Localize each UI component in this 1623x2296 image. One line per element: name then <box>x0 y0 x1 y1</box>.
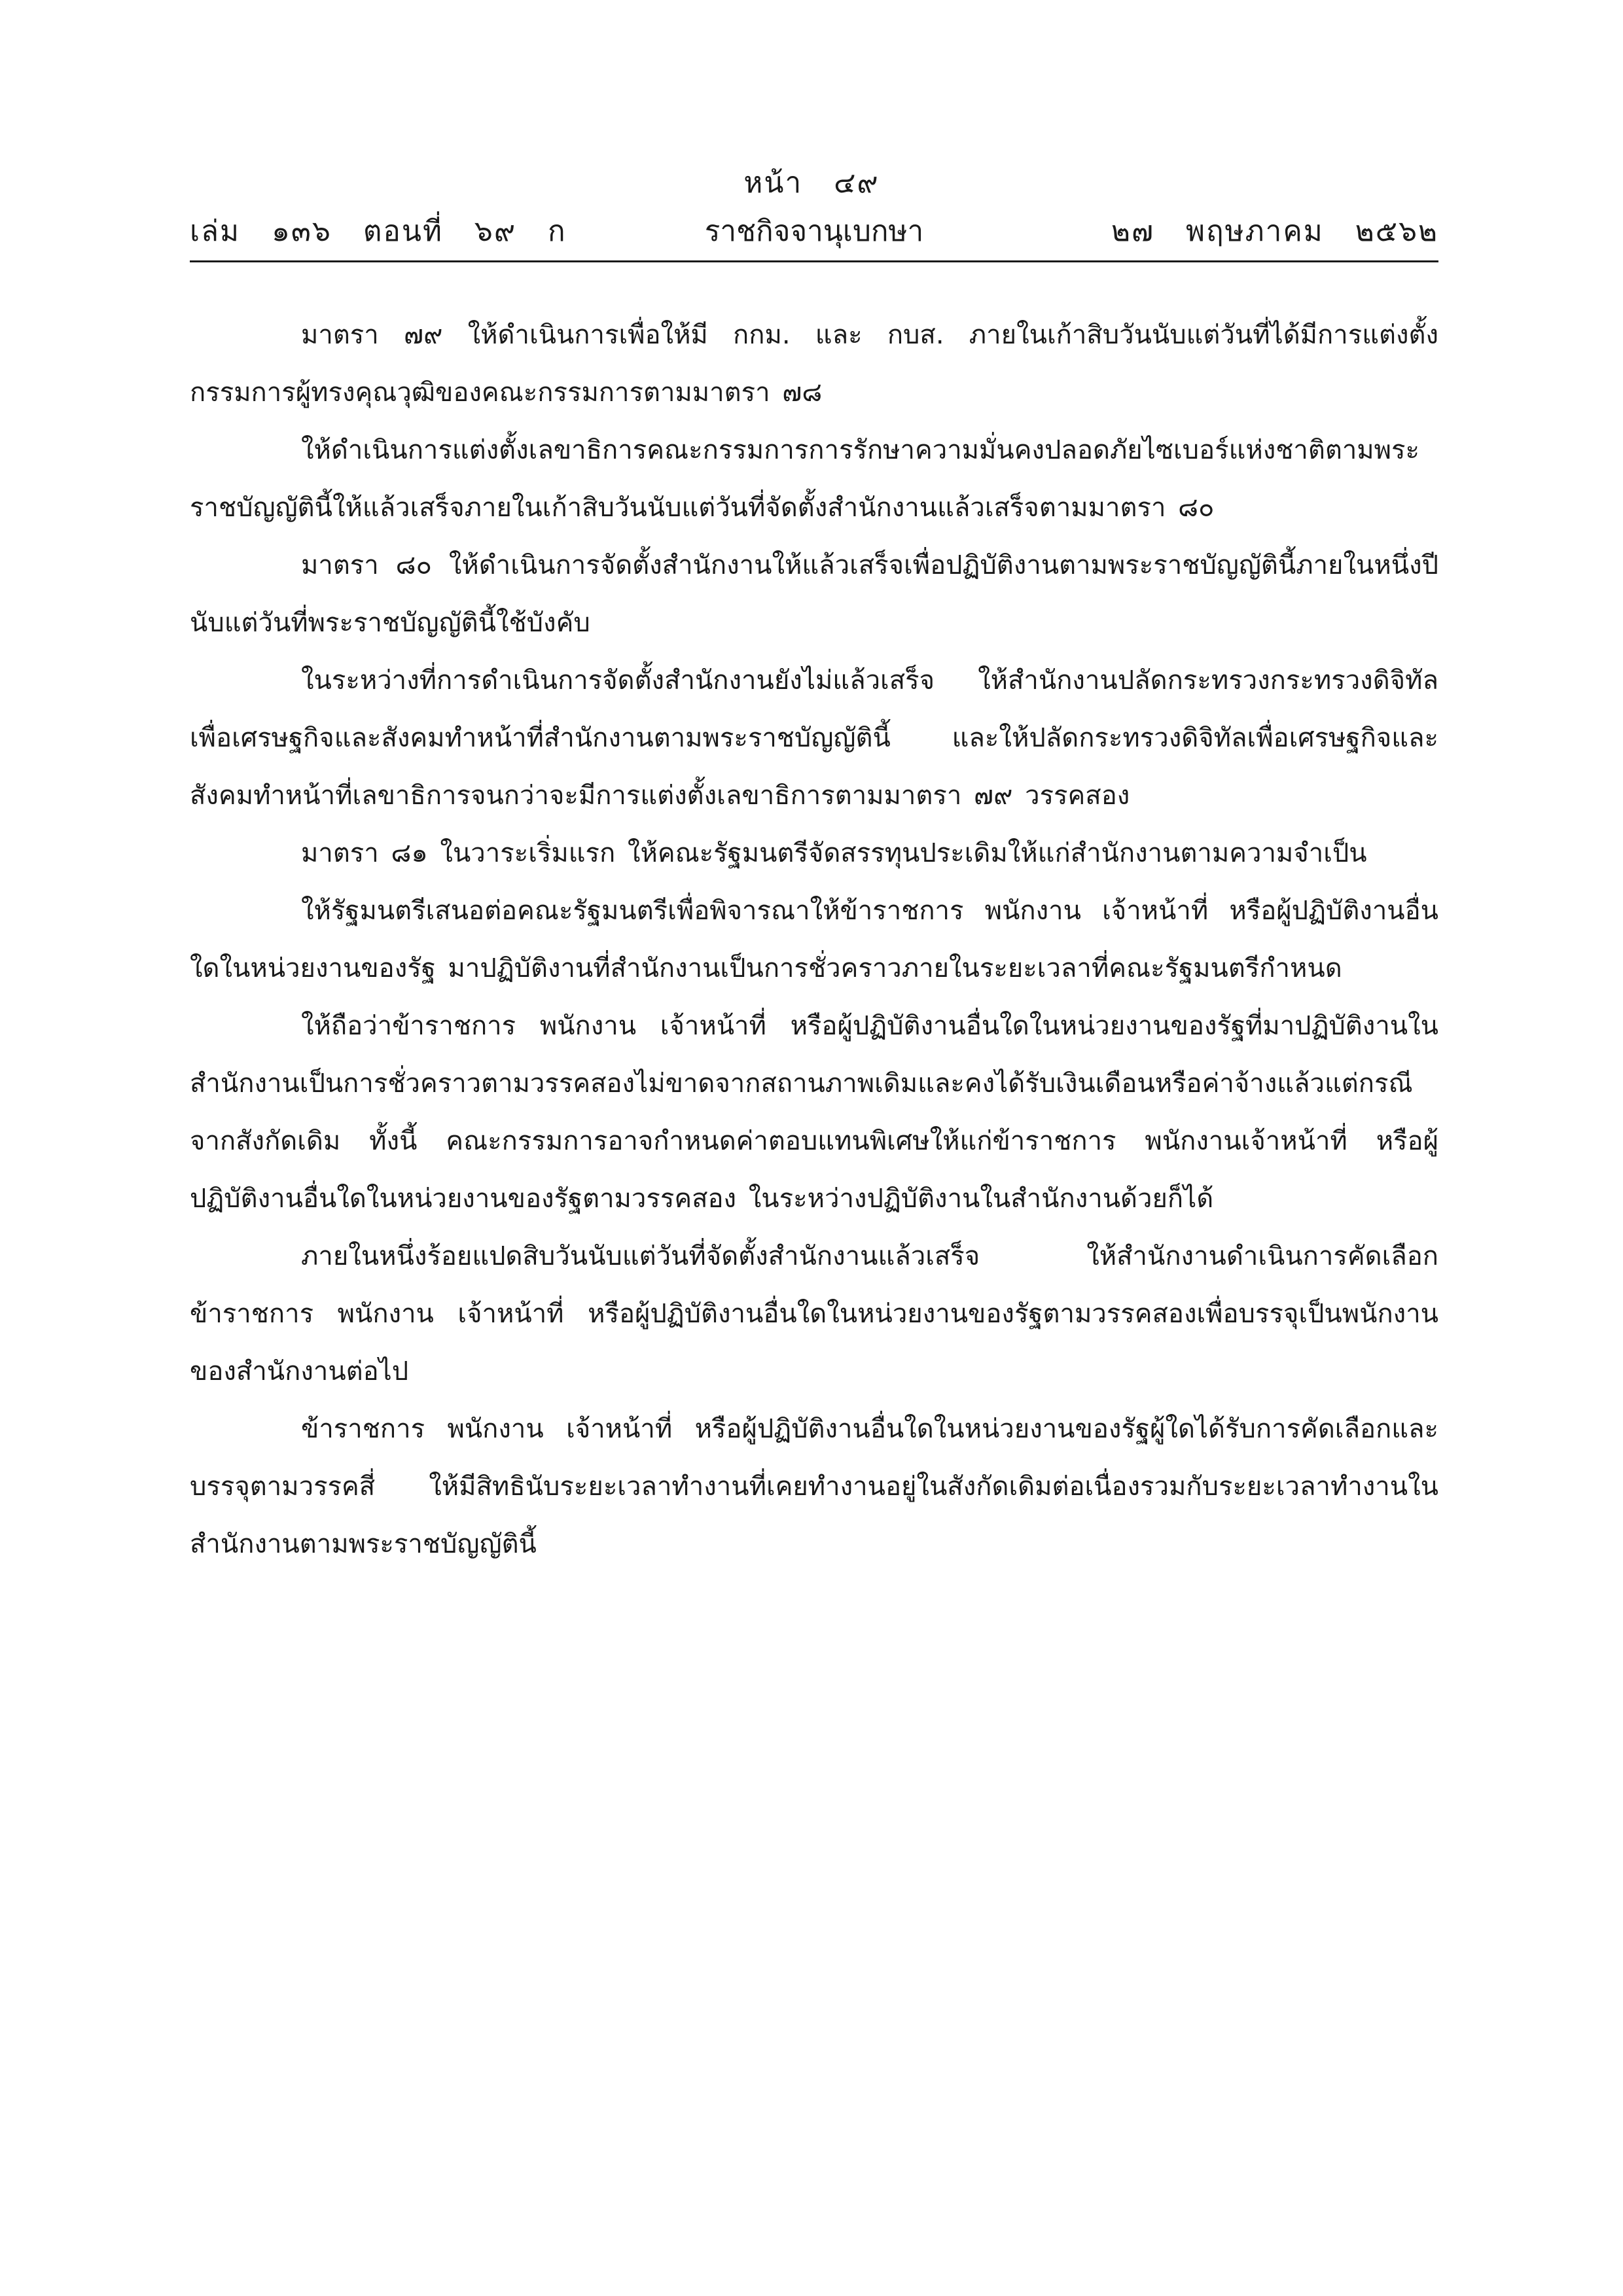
paragraph-staff-selection: ภายในหนึ่งร้อยแปดสิบวันนับแต่วันที่จัดตั้งสำนักงานแล้วเสร็จ ให้สำนักงานดำเนินการคัดเลือกข้าราชการ พนักงาน เจ้าหน้าที่ หรือผู้ปฏิบัติงานอื่นใดในหน่วยงานของรัฐตามวรรคสองเพื่อบรรจุเป็นพนักงานของสำนักงานต่อไป <box>190 1241 1438 1386</box>
paragraph-temporary-staff: ให้รัฐมนตรีเสนอต่อคณะรัฐมนตรีเพื่อพิจารณาให้ข้าราชการ พนักงาน เจ้าหน้าที่ หรือผู้ปฏิบัติงานอื่นใดในหน่วยงานของรัฐ มาปฏิบัติงานที่สำนักงานเป็นการชั่วคราวภายในระยะเวลาที่คณะรัฐมนตรีกำหนด <box>190 896 1438 983</box>
paragraph-section-79: มาตรา ๗๙ ให้ดำเนินการเพื่อให้มี กกม. และ กบส. ภายในเก้าสิบวันนับแต่วันที่ได้มีการแต่งตั้งกรรมการผู้ทรงคุณวุฒิของคณะกรรมการตามมาตรา ๗๘ <box>190 320 1438 408</box>
paragraph-interim-office: ในระหว่างที่การดำเนินการจัดตั้งสำนักงานยังไม่แล้วเสร็จ ให้สำนักงานปลัดกระทรวงกระทรวงดิจิทัลเพื่อเศรษฐกิจและสังคมทำหน้าที่สำนักงานตามพระราชบัญญัตินี้ และให้ปลัดกระทรวงดิจิทัลเพื่อเศรษฐกิจและสังคมทำหน้าที่เลขาธิการจนกว่าจะมีการแต่งตั้งเลขาธิการตามมาตรา ๗๙ วรรคสอง <box>190 665 1438 811</box>
volume-issue: เล่ม ๑๓๖ ตอนที่ ๖๙ ก <box>190 215 567 248</box>
publication-date: ๒๗ พฤษภาคม ๒๕๖๒ <box>1111 215 1438 248</box>
publication-name: ราชกิจจานุเบกษา <box>704 215 924 248</box>
paragraph-service-continuity: ข้าราชการ พนักงาน เจ้าหน้าที่ หรือผู้ปฏิบัติงานอื่นใดในหน่วยงานของรัฐผู้ใดได้รับการคัดเลือกและบรรจุตามวรรคสี่ ให้มีสิทธินับระยะเวลาทำงานที่เคยทำงานอยู่ในสังกัดเดิมต่อเนื่องรวมกับระยะเวลาทำงานในสำนักงานตามพระราชบัญญัตินี้ <box>190 1414 1438 1559</box>
gazette-header <box>190 211 1438 253</box>
page-number: หน้า ๔๙ <box>743 166 880 200</box>
paragraph-staff-status: ให้ถือว่าข้าราชการ พนักงาน เจ้าหน้าที่ หรือผู้ปฏิบัติงานอื่นใดในหน่วยงานของรัฐที่มาปฏิบัติงานในสำนักงานเป็นการชั่วคราวตามวรรคสองไม่ขาดจากสถานภาพเดิมและคงได้รับเงินเดือนหรือค่าจ้างแล้วแต่กรณี จากสังกัดเดิม ทั้งนี้ คณะกรรมการอาจกำหนดค่าตอบแทนพิเศษให้แก่ข้าราชการ พนักงานเจ้าหน้าที่ หรือผู้ปฏิบัติงานอื่นใดในหน่วยงานของรัฐตามวรรคสอง ในระหว่างปฏิบัติงานในสำนักงานด้วยก็ได้ <box>190 1011 1438 1214</box>
header-divider <box>190 260 1438 262</box>
document-body <box>190 306 1438 1573</box>
paragraph-section-80: มาตรา ๘๐ ให้ดำเนินการจัดตั้งสำนักงานให้แล้วเสร็จเพื่อปฏิบัติงานตามพระราชบัญญัตินี้ภายในหนึ่งปีนับแต่วันที่พระราชบัญญัตินี้ใช้บังคับ <box>190 550 1438 638</box>
paragraph-section-81: มาตรา ๘๑ ในวาระเริ่มแรก ให้คณะรัฐมนตรีจัดสรรทุนประเดิมให้แก่สำนักงานตามความจำเป็น <box>301 838 1367 868</box>
paragraph-secretary-appointment: ให้ดำเนินการแต่งตั้งเลขาธิการคณะกรรมการการรักษาความมั่นคงปลอดภัยไซเบอร์แห่งชาติตามพระราชบัญญัตินี้ให้แล้วเสร็จภายในเก้าสิบวันนับแต่วันที่จัดตั้งสำนักงานแล้วเสร็จตามมาตรา ๘๐ <box>190 435 1419 523</box>
